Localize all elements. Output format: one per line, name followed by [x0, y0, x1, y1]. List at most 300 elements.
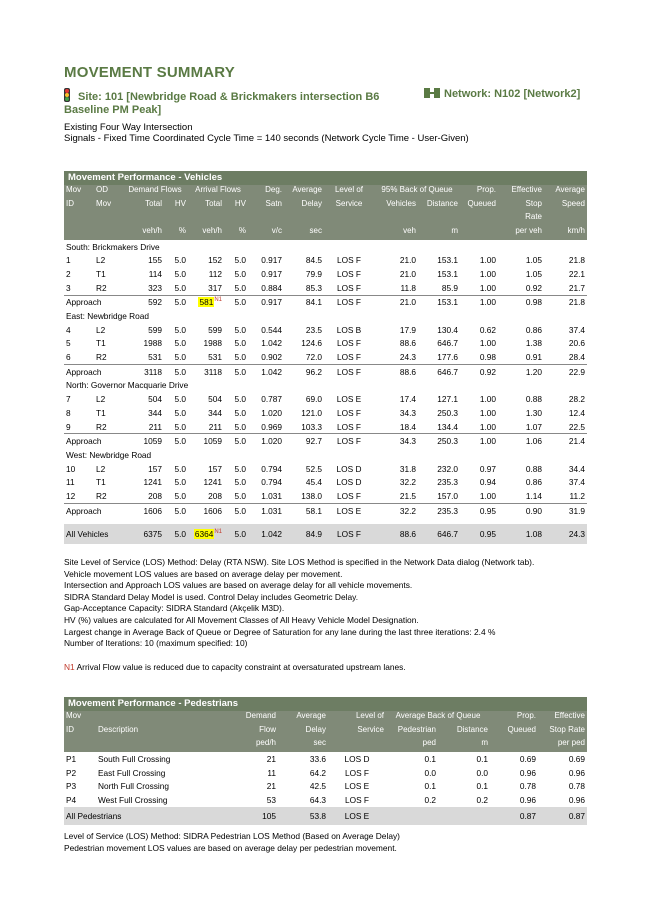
table-cell: 0.88: [525, 394, 542, 405]
table-cell: 1.020: [261, 407, 282, 418]
table-cell: 599: [148, 324, 162, 335]
section-name: North: Governor Macquarie Drive: [66, 380, 189, 391]
table-cell: All Pedestrians: [64, 807, 226, 825]
section-row: [64, 448, 587, 462]
note-line: Number of Iterations: 10 (maximum specified: 10): [64, 638, 248, 649]
table-cell: R2: [96, 352, 107, 363]
table-cell: LOS F: [337, 490, 361, 501]
table-cell: 37.4: [568, 477, 585, 488]
table-cell: 0.97: [479, 463, 496, 474]
table-cell: South Full Crossing: [98, 753, 171, 764]
table-cell: 1.00: [479, 255, 496, 266]
description-line: Signals - Fixed Time Coordinated Cycle Time = 140 seconds (Network Cycle Time - User-Given): [64, 133, 469, 144]
table-row: [64, 267, 587, 281]
vehicle-table-body: [64, 240, 587, 544]
table-cell: T1: [96, 407, 106, 418]
table-cell: Approach: [64, 295, 122, 309]
table-row: [64, 337, 587, 351]
table-cell: 1.00: [479, 338, 496, 349]
table-cell: 3: [66, 282, 71, 293]
table-cell: 5.0: [234, 407, 246, 418]
table-cell: 0.1: [424, 753, 436, 764]
table-cell: 531: [208, 352, 222, 363]
table-cell: 0.96: [519, 767, 536, 778]
vehicle-table-grid: [64, 185, 587, 544]
table-cell: LOS F: [337, 352, 361, 363]
unit-m: m: [451, 226, 458, 236]
table-cell: 10: [66, 463, 76, 474]
unit-vehh: veh/h: [142, 226, 162, 236]
col-level-of: Level of: [334, 185, 364, 194]
n1-footnote: [64, 662, 406, 672]
table-cell: 0.98: [498, 295, 544, 309]
col-back-of-queue: Average Back of Queue: [395, 711, 481, 720]
table-cell: 28.4: [568, 352, 585, 363]
col-mov: Mov: [66, 711, 82, 720]
table-cell: 3118: [122, 364, 164, 378]
table-cell: 5.0: [234, 490, 246, 501]
table-cell: 157: [148, 463, 162, 474]
table-cell: 0.96: [568, 794, 585, 805]
col-pedestrian: Pedestrian: [397, 724, 436, 734]
table-cell: 114: [148, 268, 162, 279]
col-hv: HV: [174, 198, 186, 208]
table-cell: [188, 295, 224, 309]
table-cell: 130.4: [437, 324, 458, 335]
table-row: [64, 489, 587, 503]
table-cell: 21.7: [568, 282, 585, 293]
table-cell: 0.96: [568, 767, 585, 778]
table-cell: 121.0: [301, 407, 322, 418]
col-level-of: Level of: [355, 711, 384, 720]
table-cell: 21: [266, 781, 276, 792]
unit-pedh: ped/h: [255, 738, 276, 748]
table-cell: 0.90: [498, 503, 544, 517]
table-cell: 84.5: [305, 255, 322, 266]
table-cell: P1: [66, 753, 77, 764]
table-cell: LOS F: [345, 767, 369, 778]
table-cell: 9: [66, 421, 71, 432]
table-cell: 84.1: [284, 295, 324, 309]
table-cell: 5.0: [164, 434, 188, 448]
table-cell: LOS E: [336, 394, 362, 405]
table-cell: 157.0: [437, 490, 458, 501]
table-cell: 0.787: [261, 394, 282, 405]
table-cell: LOS D: [336, 463, 362, 474]
table-cell: 208: [208, 490, 222, 501]
table-cell: 12: [66, 490, 76, 501]
table-cell: 5.0: [164, 364, 188, 378]
table-row: [64, 350, 587, 364]
table-cell: 1.031: [248, 503, 284, 517]
table-cell: LOS F: [324, 364, 374, 378]
note-line: Largest change in Average Back of Queue or Degree of Saturation for any lane during the last three iterations: 2.4 %: [64, 626, 496, 637]
table-cell: 3118: [188, 364, 224, 378]
network-icon: [424, 88, 440, 98]
unit-pct: %: [238, 226, 246, 236]
approach-row: [64, 434, 587, 448]
table-cell: LOS F: [324, 524, 374, 544]
table-cell: 5.0: [174, 421, 186, 432]
col-queued: Queued: [507, 724, 536, 734]
footnote-tag: N1: [64, 662, 75, 672]
col-total: Total: [205, 198, 222, 208]
table-cell: 1.14: [525, 490, 542, 501]
table-cell: 5.0: [174, 477, 186, 488]
table-cell: 88.6: [374, 524, 418, 544]
table-cell: 79.9: [305, 268, 322, 279]
unit-sec: sec: [309, 226, 322, 236]
table-cell: 32.2: [399, 477, 416, 488]
col-speed: Speed: [561, 198, 585, 208]
table-cell: 1.06: [498, 434, 544, 448]
table-cell: 5.0: [164, 524, 188, 544]
table-cell: 0.78: [519, 781, 536, 792]
table-cell: 5.0: [224, 295, 248, 309]
table-row: [64, 392, 587, 406]
table-cell: 592: [122, 295, 164, 309]
table-cell: 5.0: [234, 282, 246, 293]
table-cell: 1.08: [498, 524, 544, 544]
description-line: Existing Four Way Intersection: [64, 122, 193, 133]
table-cell: 134.4: [437, 421, 458, 432]
table-cell: 11.8: [400, 282, 416, 293]
table-cell: 211: [148, 421, 162, 432]
section-name: South: Brickmakers Drive: [66, 241, 160, 252]
table-cell: 0.91: [525, 352, 542, 363]
all-pedestrians-row: [64, 807, 587, 825]
table-cell: 0.87: [490, 807, 538, 825]
table-cell: LOS F: [337, 338, 361, 349]
table-cell: R2: [96, 490, 107, 501]
table-cell: 33.6: [309, 753, 326, 764]
table-cell: 1.00: [479, 394, 496, 405]
table-cell: 0.1: [476, 753, 488, 764]
col-average-speed: Average: [555, 185, 585, 194]
table-cell: [386, 807, 438, 825]
table-cell: 31.8: [399, 463, 416, 474]
note-line: Site Level of Service (LOS) Method: Delay (RTA NSW). Site LOS Method is specified in the Network Data dialog (Network tab).: [64, 557, 535, 567]
table-cell: 1: [66, 255, 71, 266]
table-cell: 52.5: [305, 463, 322, 474]
table-cell: 23.5: [305, 324, 322, 335]
table-row: [64, 779, 587, 793]
table-cell: 208: [148, 490, 162, 501]
table-cell: 18.4: [399, 421, 416, 432]
table-cell: 5.0: [234, 463, 246, 474]
col-distance: Distance: [426, 198, 458, 208]
table-cell: 5.0: [234, 477, 246, 488]
table-cell: LOS E: [328, 807, 386, 825]
table-cell: [188, 524, 224, 544]
table-cell: 1241: [143, 477, 162, 488]
table-row: [64, 462, 587, 476]
unit-per-ped: per ped: [557, 738, 585, 748]
table-cell: 0.0: [424, 767, 436, 778]
table-cell: 22.1: [568, 268, 585, 279]
table-cell: 0.969: [261, 421, 282, 432]
table-cell: 22.5: [568, 421, 585, 432]
table-cell: 1.00: [479, 421, 496, 432]
col-rate: Rate: [525, 212, 542, 222]
table-cell: 5.0: [234, 394, 246, 405]
table-cell: LOS F: [345, 794, 369, 805]
table-cell: L2: [96, 463, 106, 474]
table-cell: 21.0: [399, 268, 416, 279]
table-cell: 53.8: [278, 807, 328, 825]
table-cell: 88.6: [399, 338, 416, 349]
table-cell: 5.0: [224, 364, 248, 378]
table-cell: 5.0: [174, 463, 186, 474]
table-cell: 152: [208, 255, 222, 266]
table-cell: 11.2: [569, 490, 585, 501]
table-cell: 153.1: [437, 268, 458, 279]
table-cell: 124.6: [301, 338, 322, 349]
table-cell: 0.69: [519, 753, 536, 764]
table-cell: 1.00: [460, 434, 498, 448]
note-line: Pedestrian movement LOS values are based on average delay per pedestrian movement.: [64, 843, 397, 853]
col-effective: Effective: [554, 711, 585, 720]
col-od: OD: [96, 185, 108, 194]
table-cell: 0.87: [538, 807, 587, 825]
table-cell: P3: [66, 781, 77, 792]
unit-m: m: [481, 738, 488, 748]
table-cell: 0.95: [460, 524, 498, 544]
table-cell: LOS F: [324, 295, 374, 309]
table-cell: 504: [148, 394, 162, 405]
table-cell: 7: [66, 394, 71, 405]
table-row: [64, 793, 587, 807]
table-cell: LOS D: [336, 477, 362, 488]
table-cell: 0.62: [479, 324, 496, 335]
table-cell: 235.3: [418, 503, 460, 517]
table-cell: 250.3: [437, 407, 458, 418]
table-cell: 85.9: [441, 282, 458, 293]
vehicle-notes: [64, 557, 534, 650]
table-cell: 17.9: [399, 324, 416, 335]
table-cell: All Vehicles: [64, 524, 122, 544]
section-name: West: Newbridge Road: [66, 449, 152, 460]
table-cell: 5.0: [174, 338, 186, 349]
col-vehicles: Vehicles: [386, 198, 416, 208]
note-line: Vehicle movement LOS values are based on average delay per movement.: [64, 568, 343, 579]
table-cell: 4: [66, 324, 71, 335]
table-cell: 5.0: [164, 503, 188, 517]
col-service: Service: [335, 198, 363, 208]
table-cell: T1: [96, 477, 106, 488]
table-cell: 0.794: [261, 463, 282, 474]
table-cell: 21.0: [399, 255, 416, 266]
table-cell: 344: [148, 407, 162, 418]
table-cell: 0.86: [525, 477, 542, 488]
table-cell: 1.05: [525, 255, 542, 266]
vehicle-table-heading: Movement Performance - Vehicles: [64, 171, 587, 185]
col-mov2: Mov: [96, 198, 112, 208]
table-cell: 0.88: [525, 463, 542, 474]
table-cell: LOS F: [337, 268, 361, 279]
table-cell: 1.00: [479, 282, 496, 293]
table-cell: 0.544: [261, 324, 282, 335]
col-demand-flows: Demand Flows: [128, 185, 182, 194]
approach-row: [64, 295, 587, 309]
table-cell: West Full Crossing: [98, 794, 168, 805]
table-cell: 31.9: [544, 503, 587, 517]
col-prop: Prop.: [516, 711, 536, 720]
footnote-marker: N1: [214, 297, 222, 304]
note-line: Gap-Acceptance Capacity: SIDRA Standard (Akçelik M3D).: [64, 603, 285, 614]
table-cell: 0.96: [519, 794, 536, 805]
table-cell: 1.20: [498, 364, 544, 378]
table-cell: 0.794: [261, 477, 282, 488]
pedestrian-table: [64, 697, 587, 825]
table-cell: P2: [66, 767, 77, 778]
unit-pct: %: [178, 226, 186, 236]
table-cell: 1.042: [248, 364, 284, 378]
table-cell: Approach: [64, 434, 122, 448]
unit-ped: ped: [422, 738, 436, 748]
col-id: ID: [66, 198, 74, 208]
col-stop-rate: Stop: [525, 198, 542, 208]
col-service: Service: [357, 724, 384, 734]
table-cell: 0.917: [261, 255, 282, 266]
table-cell: 0.92: [525, 282, 542, 293]
table-cell: L2: [96, 255, 106, 266]
table-cell: 88.6: [374, 364, 418, 378]
table-cell: 6375: [122, 524, 164, 544]
table-cell: 6: [66, 352, 71, 363]
table-cell: 5.0: [174, 394, 186, 405]
section-row: [64, 309, 587, 323]
col-delay: Delay: [305, 724, 326, 734]
table-cell: LOS D: [344, 753, 370, 764]
table-cell: 317: [208, 282, 222, 293]
table-cell: 0.917: [261, 268, 282, 279]
table-cell: 1988: [203, 338, 222, 349]
col-distance: Distance: [456, 724, 488, 734]
table-cell: 211: [208, 421, 222, 432]
unit-veh: veh: [403, 226, 416, 236]
approach-row: [64, 503, 587, 517]
table-cell: 105: [226, 807, 278, 825]
table-cell: 34.3: [399, 407, 416, 418]
col-demand: Demand: [245, 711, 276, 720]
table-cell: 5.0: [174, 255, 186, 266]
col-description: Description: [98, 724, 139, 734]
table-row: [64, 406, 587, 420]
table-cell: R2: [96, 421, 107, 432]
page-title: MOVEMENT SUMMARY: [64, 64, 235, 81]
table-cell: 1.00: [479, 490, 496, 501]
table-cell: 37.4: [568, 324, 585, 335]
table-cell: 0.884: [261, 282, 282, 293]
table-cell: 232.0: [437, 463, 458, 474]
table-cell: T1: [96, 268, 106, 279]
network-label: [424, 88, 580, 100]
table-cell: 21.8: [544, 295, 587, 309]
table-cell: 17.4: [399, 394, 416, 405]
table-cell: R2: [96, 282, 107, 293]
table-cell: 0.2: [476, 794, 488, 805]
table-cell: 112: [208, 268, 222, 279]
table-cell: 0.94: [479, 477, 496, 488]
table-cell: 21.0: [374, 295, 418, 309]
table-cell: 646.7: [437, 338, 458, 349]
table-cell: 1.07: [525, 421, 542, 432]
table-cell: North Full Crossing: [98, 781, 170, 792]
table-cell: 5.0: [234, 421, 246, 432]
table-cell: P4: [66, 794, 77, 805]
table-cell: 0.917: [248, 295, 284, 309]
table-cell: 250.3: [418, 434, 460, 448]
traffic-light-icon: [64, 88, 70, 102]
col-mov: Mov: [66, 185, 82, 194]
col-deg: Deg.: [265, 185, 282, 194]
col-back-of-queue: 95% Back of Queue: [381, 185, 453, 194]
table-cell: LOS E: [344, 781, 370, 792]
table-cell: LOS F: [337, 255, 361, 266]
table-cell: 1.30: [525, 407, 542, 418]
col-delay: Delay: [301, 198, 322, 208]
table-cell: 5.0: [174, 282, 186, 293]
table-cell: 1241: [203, 477, 222, 488]
note-line: SIDRA Standard Delay Model is used. Control Delay includes Geometric Delay.: [64, 591, 359, 602]
col-prop: Prop.: [476, 185, 496, 194]
table-cell: 92.7: [284, 434, 324, 448]
table-cell: 138.0: [301, 490, 322, 501]
table-cell: 5.0: [234, 324, 246, 335]
table-cell: 28.2: [568, 394, 585, 405]
site-title: Site: 101 [Newbridge Road & Brickmakers intersection B6 Baseline PM Peak]: [64, 91, 380, 116]
table-cell: 177.6: [437, 352, 458, 363]
table-row: [64, 420, 587, 434]
table-cell: 5.0: [174, 268, 186, 279]
table-cell: 1.042: [248, 524, 284, 544]
table-cell: LOS F: [337, 407, 361, 418]
table-cell: L2: [96, 324, 106, 335]
table-cell: 5.0: [224, 434, 248, 448]
table-cell: 0.92: [460, 364, 498, 378]
table-cell: Approach: [64, 503, 122, 517]
table-cell: 5.0: [174, 324, 186, 335]
table-cell: 504: [208, 394, 222, 405]
pedestrian-table-body: [64, 752, 587, 825]
table-cell: 69.0: [305, 394, 322, 405]
section-name: East: Newbridge Road: [66, 311, 150, 322]
table-row: [64, 766, 587, 780]
table-cell: 0.69: [568, 753, 585, 764]
col-flow: Flow: [259, 724, 276, 734]
table-cell: 1.00: [479, 268, 496, 279]
col-hv: HV: [234, 198, 246, 208]
table-cell: 24.3: [544, 524, 587, 544]
table-row: [64, 752, 587, 766]
table-cell: 0.2: [424, 794, 436, 805]
table-cell: 84.9: [284, 524, 324, 544]
table-cell: 5.0: [224, 503, 248, 517]
table-cell: LOS F: [324, 434, 374, 448]
unit-vehh: veh/h: [202, 226, 222, 236]
table-cell: 5: [66, 338, 71, 349]
table-cell: LOS B: [336, 324, 362, 335]
pedestrian-table-grid: [64, 711, 587, 825]
table-cell: 0.1: [424, 781, 436, 792]
table-cell: 72.0: [305, 352, 322, 363]
table-cell: 0.1: [476, 781, 488, 792]
table-cell: 21.5: [399, 490, 416, 501]
col-average: Average: [296, 711, 326, 720]
table-cell: 5.0: [164, 295, 188, 309]
table-cell: 24.3: [399, 352, 416, 363]
